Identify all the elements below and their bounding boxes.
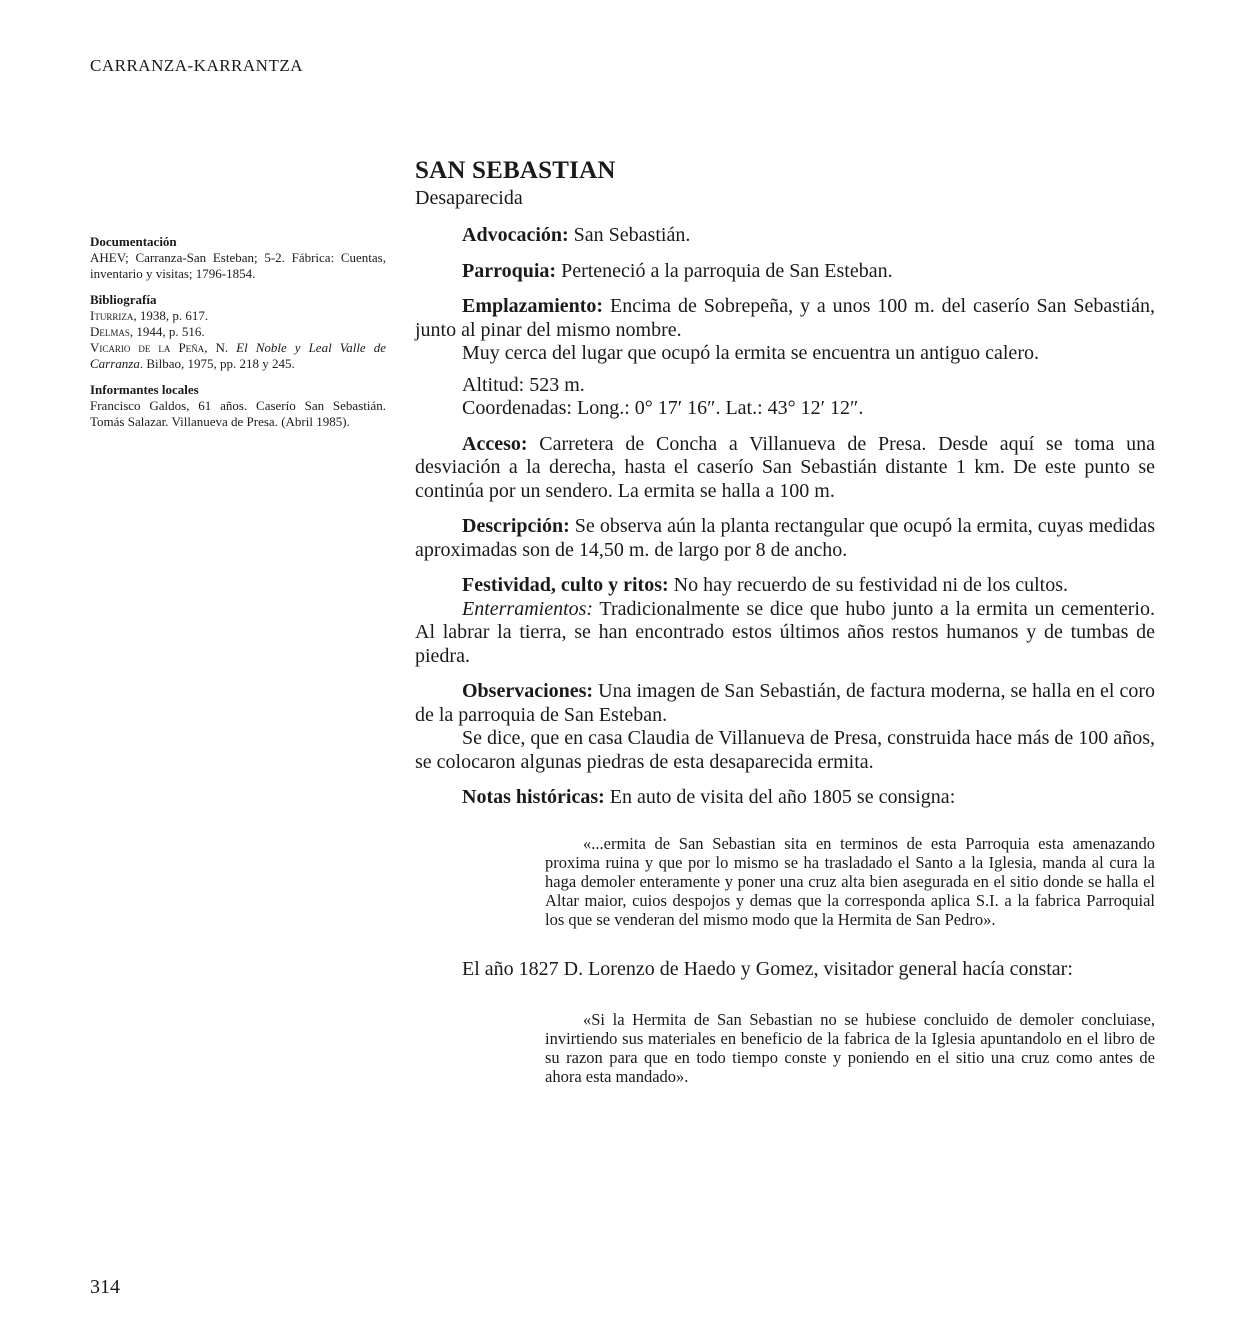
festividad-paragraph — [415, 574, 1155, 598]
informantes-title: Informantes locales — [90, 382, 199, 397]
notas-paragraph — [415, 786, 1155, 810]
notas-label: Notas históricas: — [462, 786, 605, 808]
observaciones-paragraph-2: Se dice, que en casa Claudia de Villanueva de Presa, construida hace más de 100 años, se colocaron algunas piedras de esta desaparecida ermita. — [415, 727, 1155, 773]
coordenadas-text: Coordenadas: Long.: 0° 17′ 16″. Lat.: 43° 12′ 12″. — [462, 397, 864, 419]
festividad-text: No hay recuerdo de su festividad ni de los cultos. — [668, 574, 1069, 596]
bib-author: Vicario de la Peña — [90, 340, 205, 355]
descripcion-text: Se observa aún la planta rectangular que ocupó la ermita, cuyas medidas aproximadas son de 14,50 m. de largo por 8 de ancho. — [415, 515, 1155, 561]
advocacion-text: San Sebastián. — [568, 224, 691, 246]
acceso-text: Carretera de Concha a Villanueva de Presa. Desde aquí se toma una desviación a la derecha, hasta el caserío San Sebastián distante 1 km. De este punto se continúa por un sendero. La ermita se halla a 100 m. — [415, 432, 1155, 502]
descripcion-label: Descripción: — [462, 515, 570, 537]
informantes-block — [90, 382, 386, 430]
observaciones-label: Observaciones: — [462, 680, 594, 702]
quote-1805: «...ermita de San Sebastian sita en terminos de esta Parroquia esta amenazando proxima ruina y que por lo mismo se ha trasladado el Santo a la Iglesia, manda al cura la haga demoler enteramente y poner una cruz alta bien asegurada en el sitio donde se halla el Altar maior, cuios despojos y demas que la corresponda aplica S.I. a la fabrica Parroquial los que se venderan del mismo modo que la Hermita de San Pedro». — [545, 834, 1155, 929]
bib-author-tail: , N. — [204, 340, 237, 355]
running-head: CARRANZA-KARRANTZA — [90, 56, 303, 75]
bibliografia-block — [90, 292, 386, 372]
informantes-text: Francisco Galdos, 61 años. Caserío San Sebastián. Tomás Salazar. Villanueva de Presa. (Abril 1985). — [90, 398, 386, 429]
parroquia-label: Parroquia: — [462, 259, 557, 282]
enterramientos-label: Enterramientos: — [462, 597, 594, 620]
bib-rest: . Bilbao, 1975, pp. 218 y 245. — [139, 356, 295, 371]
documentacion-block — [90, 234, 386, 282]
emplazamiento-text: Encima de Sobrepeña, y a unos 100 m. del caserío San Sebastián, junto al pinar del mismo nombre. — [415, 295, 1155, 341]
documentacion-text: AHEV; Carranza-San Esteban; 5-2. Fábrica: Cuentas, inventario y visitas; 1796-1854. — [90, 250, 386, 281]
bib-rest: , 1944, p. 516. — [129, 324, 205, 339]
advocacion-label: Advocación: — [462, 224, 569, 246]
bibliografia-entry — [90, 340, 386, 372]
article-subtitle: Desaparecida — [415, 187, 523, 209]
acceso-paragraph — [415, 433, 1155, 504]
parroquia-text: Perteneció a la parroquia de San Esteban. — [556, 259, 893, 282]
festividad-label: Festividad, culto y ritos: — [462, 574, 669, 596]
bibliografia-entry — [90, 324, 386, 340]
main-article — [415, 156, 1155, 1102]
descripcion-paragraph — [415, 515, 1155, 562]
enterramientos-paragraph — [415, 598, 1155, 669]
page-number: 314 — [90, 1276, 120, 1298]
bibliografia-entry — [90, 308, 386, 324]
emplazamiento-paragraph — [415, 295, 1155, 342]
notas-text: En auto de visita del año 1805 se consigna: — [604, 786, 956, 808]
notas-paragraph-2: El año 1827 D. Lorenzo de Haedo y Gomez, visitador general hacía constar: — [462, 957, 1073, 980]
bib-author: Delmas — [90, 324, 130, 339]
bib-rest: , 1938, p. 617. — [133, 308, 209, 323]
altitud-text: Altitud: 523 m. — [462, 373, 585, 396]
bib-author: Iturriza — [90, 308, 134, 323]
location-data — [415, 374, 1155, 421]
observaciones-paragraph — [415, 680, 1155, 727]
article-title: SAN SEBASTIAN — [415, 157, 616, 184]
quote-1827: «Si la Hermita de San Sebastian no se hubiese concluido de demoler concluiase, invirtiendo sus materiales en beneficio de la fabrica de la Iglesia apuntandolo en el libro de su razon para que en todo tiempo conste y poniendo en el sitio una cruz como antes de ahora esta mandado». — [545, 1009, 1155, 1086]
observaciones-text: Una imagen de San Sebastián, de factura moderna, se halla en el coro de la parroquia de San Esteban. — [415, 680, 1155, 726]
parroquia-paragraph — [415, 260, 1155, 284]
acceso-label: Acceso: — [462, 432, 528, 455]
sidebar-notes — [90, 234, 386, 440]
emplazamiento-label: Emplazamiento: — [462, 295, 604, 317]
bib-book-title: El Noble y Leal Valle de Carranza — [90, 340, 386, 371]
advocacion-paragraph — [415, 224, 1155, 248]
documentacion-title: Documentación — [90, 234, 177, 249]
enterramientos-text: Tradicionalmente se dice que hubo junto a la ermita un cementerio. Al labrar la tierra, se han encontrado estos últimos años restos humanos y de tumbas de piedra. — [415, 597, 1155, 667]
emplazamiento-paragraph-2: Muy cerca del lugar que ocupó la ermita se encuentra un antiguo calero. — [462, 342, 1039, 364]
bibliografia-title: Bibliografía — [90, 292, 157, 307]
